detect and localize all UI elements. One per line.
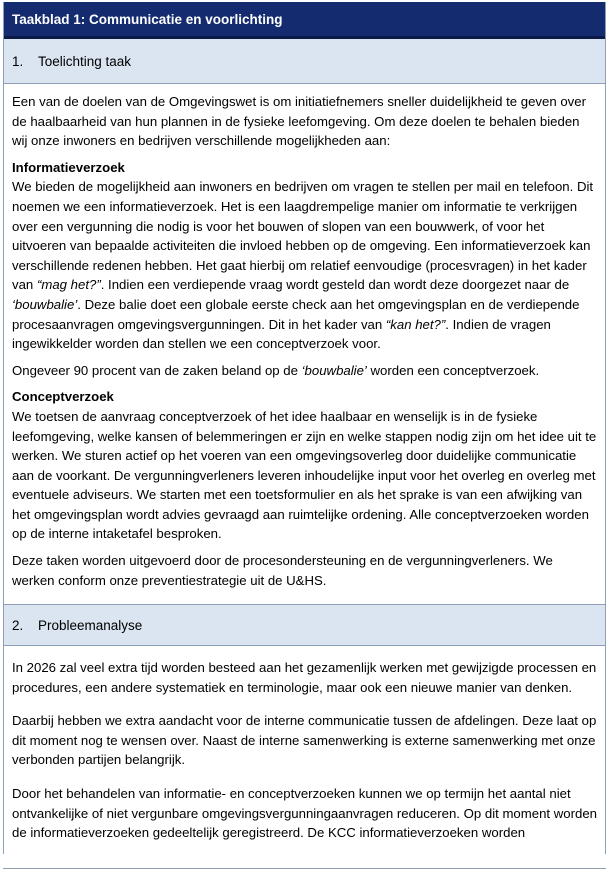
section-title: Toelichting taak [38,53,132,69]
page-bottom-border [3,868,606,869]
closing-paragraph: Deze taken worden uitgevoerd door de procesondersteuning en de vergunningverleners. We werken conform onze preventiestrategie uit de U&HS. [12,553,553,588]
document-table [3,2,606,854]
section-heading-toelichting [4,39,605,84]
emphasis-kan-het: “kan het?” [385,316,446,332]
section-heading-probleemanalyse [4,604,605,646]
intro-paragraph: Een van de doelen van de Omgevingswet is om initiatiefnemers sneller duidelijkheid te geven over de haalbaarheid van hun plannen in de fysieke leefomgeving. Om deze doelen te behalen bieden wij onze inwoners en bedrijven verschillende mogelijkheden aan: [12,94,586,149]
probleem-paragraph-2: Daarbij hebben we extra aandacht voor de interne communicatie tussen de afdelingen. Deze laat op dit moment nog te wensen over. Naast de interne samenwerking is externe samenwerking met onze verbonden partijen belangrijk. [12,713,597,768]
emphasis-bouwbalie: ‘bouwbalie’ [12,296,78,312]
section-body-probleemanalyse [4,646,605,854]
document-title: Taakblad 1: Communicatie en voorlichting [4,2,605,39]
emphasis-mag-het: “mag het?” [36,277,101,293]
section-number: 2. [12,617,24,633]
section-title: Probleemanalyse [38,617,143,633]
emphasis-bouwbalie-2: ‘bouwbalie’ [301,362,367,378]
subheading-conceptverzoek: Conceptverzoek [12,389,114,405]
informatieverzoek-paragraph: We bieden de mogelijkheid aan inwoners en bedrijven om vragen te stellen per mail en telefoon. Dit noemen we een informatieverzoek. Het is een laagdrempelige manier om informatie te verkrijgen over een vergunning die nodig is voor het bouwen of slopen van een bouwwerk, of voor het uitvoeren van bepaalde activiteiten die invloed hebben op de omgeving. Een informatieverzoek kan verschillende redenen hebben. Het gaat hierbij om relatief eenvoudige (procesvragen) in het kader van “mag het?”. Indien een verdiepende vraag wordt gesteld dan wordt deze doorgezet naar de ‘bouwbalie’. Deze balie doet een globale eerste check aan het omgevingsplan en de verdiepende procesaanvragen omgevingsvergunningen. Dit in het kader van “kan het?”. Indien de vragen ingewikkelder worden dan stellen we een conceptverzoek voor. [12,179,594,352]
probleem-paragraph-1: In 2026 zal veel extra tijd worden besteed aan het gezamenlijk werken met gewijzigde processen en procedures, een andere systematiek en terminologie, maar ook een nieuwe manier van denken. [12,660,597,695]
section-number: 1. [12,53,24,69]
section-body-toelichting [4,84,605,604]
probleem-paragraph-3: Door het behandelen van informatie- en conceptverzoeken kunnen we op termijn het aantal niet ontvankelijke of niet vergunbare omgevingsvergunningaanvragen reduceren. Op dit moment worden de informatieverzoeken gedeeltelijk geregistreerd. De KCC informatieverzoeken worden [12,785,598,841]
subheading-informatieverzoek: Informatieverzoek [12,159,125,175]
conceptverzoek-paragraph: We toetsen de aanvraag conceptverzoek of het idee haalbaar en wenselijk is in de fysieke leefomgeving, welke kansen of belemmeringen er zijn en welke stappen nodig zijn om het idee uit te werken. We sturen actief op het voeren van een omgevingsoverleg door duidelijke communicatie aan de voorkant. De vergunningverleners leveren inhoudelijke input voor het overleg en overleg met eventuele adviseurs. We starten met een toetsformulier en als het sprake is van een afwijking van het omgevingsplan wordt advies gevraagd aan ruimtelijke ordening. Alle conceptverzoeken worden op de interne intaketafel besproken. [12,408,597,542]
bouwbalie-paragraph: Ongeveer 90 procent van de zaken beland op de ‘bouwbalie’ worden een conceptverzoek. [12,362,540,378]
